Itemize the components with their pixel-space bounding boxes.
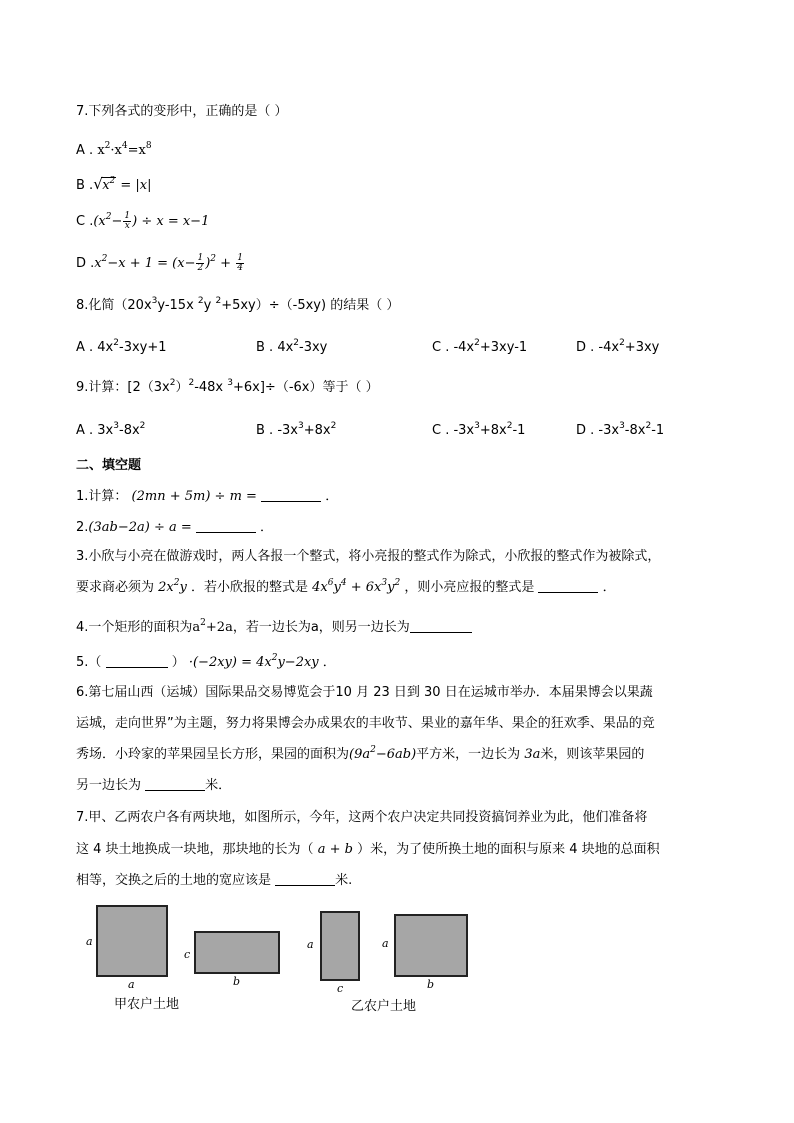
fill-q7-line3: 相等，交换之后的土地的宽应该是 米. (76, 873, 353, 888)
fill-q6-line4: 另一边长为 米． (76, 778, 232, 793)
yi-wide-rect-plot (394, 914, 468, 977)
q8-option-d[interactable]: D . $-4x^2+3xy$ (576, 338, 660, 355)
fill-q3-line1: 3.小欣与小亮在做游戏时，两人各报一个整式，将小亮报的整式作为除式，小欣报的整式作为被除式， (76, 549, 661, 564)
label-c: c (184, 948, 191, 961)
answer-blank[interactable] (145, 776, 205, 791)
q9-option-b[interactable]: B . $-3x^3+8x^2$ (256, 421, 337, 438)
fill-q7-line1: 7.甲、乙两农户各有两块地，如图所示，今年，这两个农户决定共同投资搞饲养业为此，他们准备将 (76, 810, 648, 825)
fill-q6-line2: 运城，走向世界”为主题，努力将果博会办成果农的丰收节、果业的嘉年华、果企的狂欢季、果品的竞 (76, 716, 655, 731)
fill-q3-line2: 要求商必须为 $2x^2y$ ．若小欣报的整式是 $4x^6y^4 + 6x^3y^2$ ，则小亮应报的整式是 ． (76, 578, 616, 595)
yi-tall-rect-plot (320, 911, 360, 981)
label-b: b (233, 975, 241, 988)
label-b: b (427, 978, 435, 991)
label-a: a (382, 937, 389, 950)
label-c: c (337, 982, 344, 995)
fill-q7-line2: 这 4 块土地换成一块地，那块地的长为（ a + b ）米，为了使所换土地的面积与原来 4 块地的总面积 (76, 842, 660, 857)
fill-q4: 4.一个矩形的面积为$a^2+2a$，若一边长为a，则另一边长为 (76, 618, 472, 638)
q8-stem: 8.化简（$20x^3y-15x$ $^2$y $^2$+5xy）÷（-5xy) 的结果（ ） (76, 296, 400, 313)
q9-option-c[interactable]: C . $-3x^3+8x^2-1$ (432, 421, 526, 438)
yi-caption: 乙农户土地 (351, 999, 417, 1014)
fill-q6-line3: 秀场．小玲家的苹果园呈长方形，果园的面积为$(9a^2-6ab)$平方米，一边长为 3a米，则该苹果园的 (76, 745, 645, 762)
jia-caption: 甲农户土地 (114, 997, 180, 1012)
q8-option-c[interactable]: C . $-4x^2+3xy-1$ (432, 338, 528, 355)
answer-blank[interactable] (261, 487, 321, 502)
jia-square-plot (96, 905, 168, 977)
label-a: a (128, 978, 135, 991)
answer-blank[interactable] (275, 871, 335, 886)
label-a: a (307, 938, 314, 951)
fill-q5: 5.（ ） $\cdot(-2xy) = 4x^2y-2xy$ ． (76, 653, 336, 670)
q8-option-a[interactable]: A . $4x^2-3xy+1$ (76, 338, 167, 355)
answer-blank[interactable] (538, 578, 598, 593)
q9-stem: 9.计算：[$2(3x^2)^2-48x$ $^3$+6x]÷（-6x）等于（ ） (76, 378, 379, 395)
q9-option-a[interactable]: A . $3x^3-8x^2$ (76, 421, 146, 438)
q8-option-b[interactable]: B . $4x^2-3xy$ (256, 338, 328, 355)
q9-option-d[interactable]: D . $-3x^3-8x^2-1$ (576, 421, 665, 438)
q7-option-a[interactable]: A . $x^2\cdot x^4=x^8$ (76, 141, 152, 158)
fill-q6-line1: 6.第七届山西（运城）国际果品交易博览会于10 月 23 日到 30 日在运城市举办．本届果博会以果蔬 (76, 685, 653, 700)
answer-blank[interactable] (410, 618, 472, 633)
q7-option-c[interactable]: C $.(x^2-$ $\frac{1}{x}$ ) ÷ x = x−1 (76, 211, 210, 231)
answer-blank[interactable] (106, 653, 168, 668)
jia-rect-plot (194, 931, 280, 974)
section-title-fill-in: 二、填空题 (76, 458, 142, 473)
answer-blank[interactable] (196, 518, 256, 533)
label-a: a (86, 935, 93, 948)
q7-option-d[interactable]: D $.x^2-x + 1 = (x-$ $\frac{1}{2}$ )$^2$ + $\frac{1}{4}$ (76, 253, 243, 273)
fill-q2: 2.(3ab−2a) ÷ a = ． (76, 520, 274, 535)
q7-option-b[interactable]: B . √ $x^2 = |x|$ (76, 175, 152, 193)
fill-q1: 1.计算： (2mn + 5m) ÷ m = ． (76, 489, 339, 504)
q7-stem: 7.下列各式的变形中，正确的是（ ） (76, 104, 288, 119)
